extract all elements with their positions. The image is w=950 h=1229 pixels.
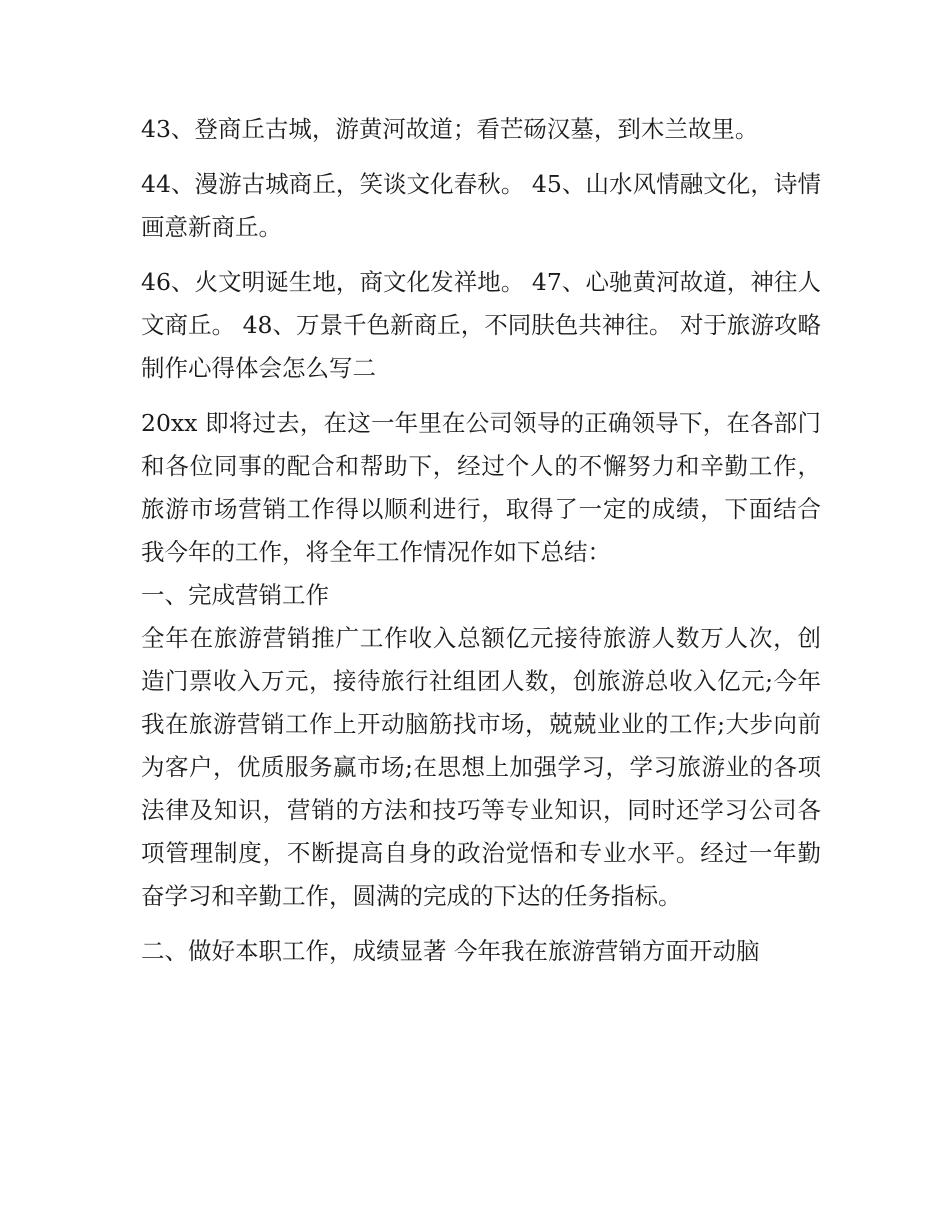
paragraph-1: 43、登商丘古城，游黄河故道；看芒砀汉墓，到木兰故里。 xyxy=(141,115,759,143)
document-body xyxy=(141,108,821,985)
paragraph-3: 46、火文明诞生地，商文化发祥地。 47、心驰黄河故道，神往人文商丘。 48、万景千色新商丘，不同肤色共神往。 对于旅游攻略制作心得体会怎么写二 xyxy=(141,268,821,382)
paragraph-2: 44、漫游古城商丘，笑谈文化春秋。 45、山水风情融文化，诗情画意新商丘。 xyxy=(141,170,821,241)
paragraph-4: 20xx 即将过去，在这一年里在公司领导的正确领导下，在各部门和各位同事的配合和帮助下，经过个人的不懈努力和辛勤工作，旅游市场营销工作得以顺利进行，取得了一定的成绩，下面结合我今年的工作，将全年工作情况作如下总结： xyxy=(141,409,821,566)
section-heading-2: 二、做好本职工作，成绩显著 今年我在旅游营销方面开动脑 xyxy=(141,937,760,965)
section-heading-1: 一、完成营销工作 xyxy=(141,581,329,609)
paragraph-5: 全年在旅游营销推广工作收入总额亿元接待旅游人数万人次，创造门票收入万元，接待旅行社组团人数，创旅游总收入亿元;今年我在旅游营销工作上开动脑筋找市场，兢兢业业的工作;大步向前为客户，优质服务赢市场;在思想上加强学习，学习旅游业的各项法律及知识，营销的方法和技巧等专业知识，同时还学习公司各项管理制度，不断提高自身的政治觉悟和专业水平。经过一年勤奋学习和辛勤工作，圆满的完成的下达的任务指标。 xyxy=(141,624,821,910)
